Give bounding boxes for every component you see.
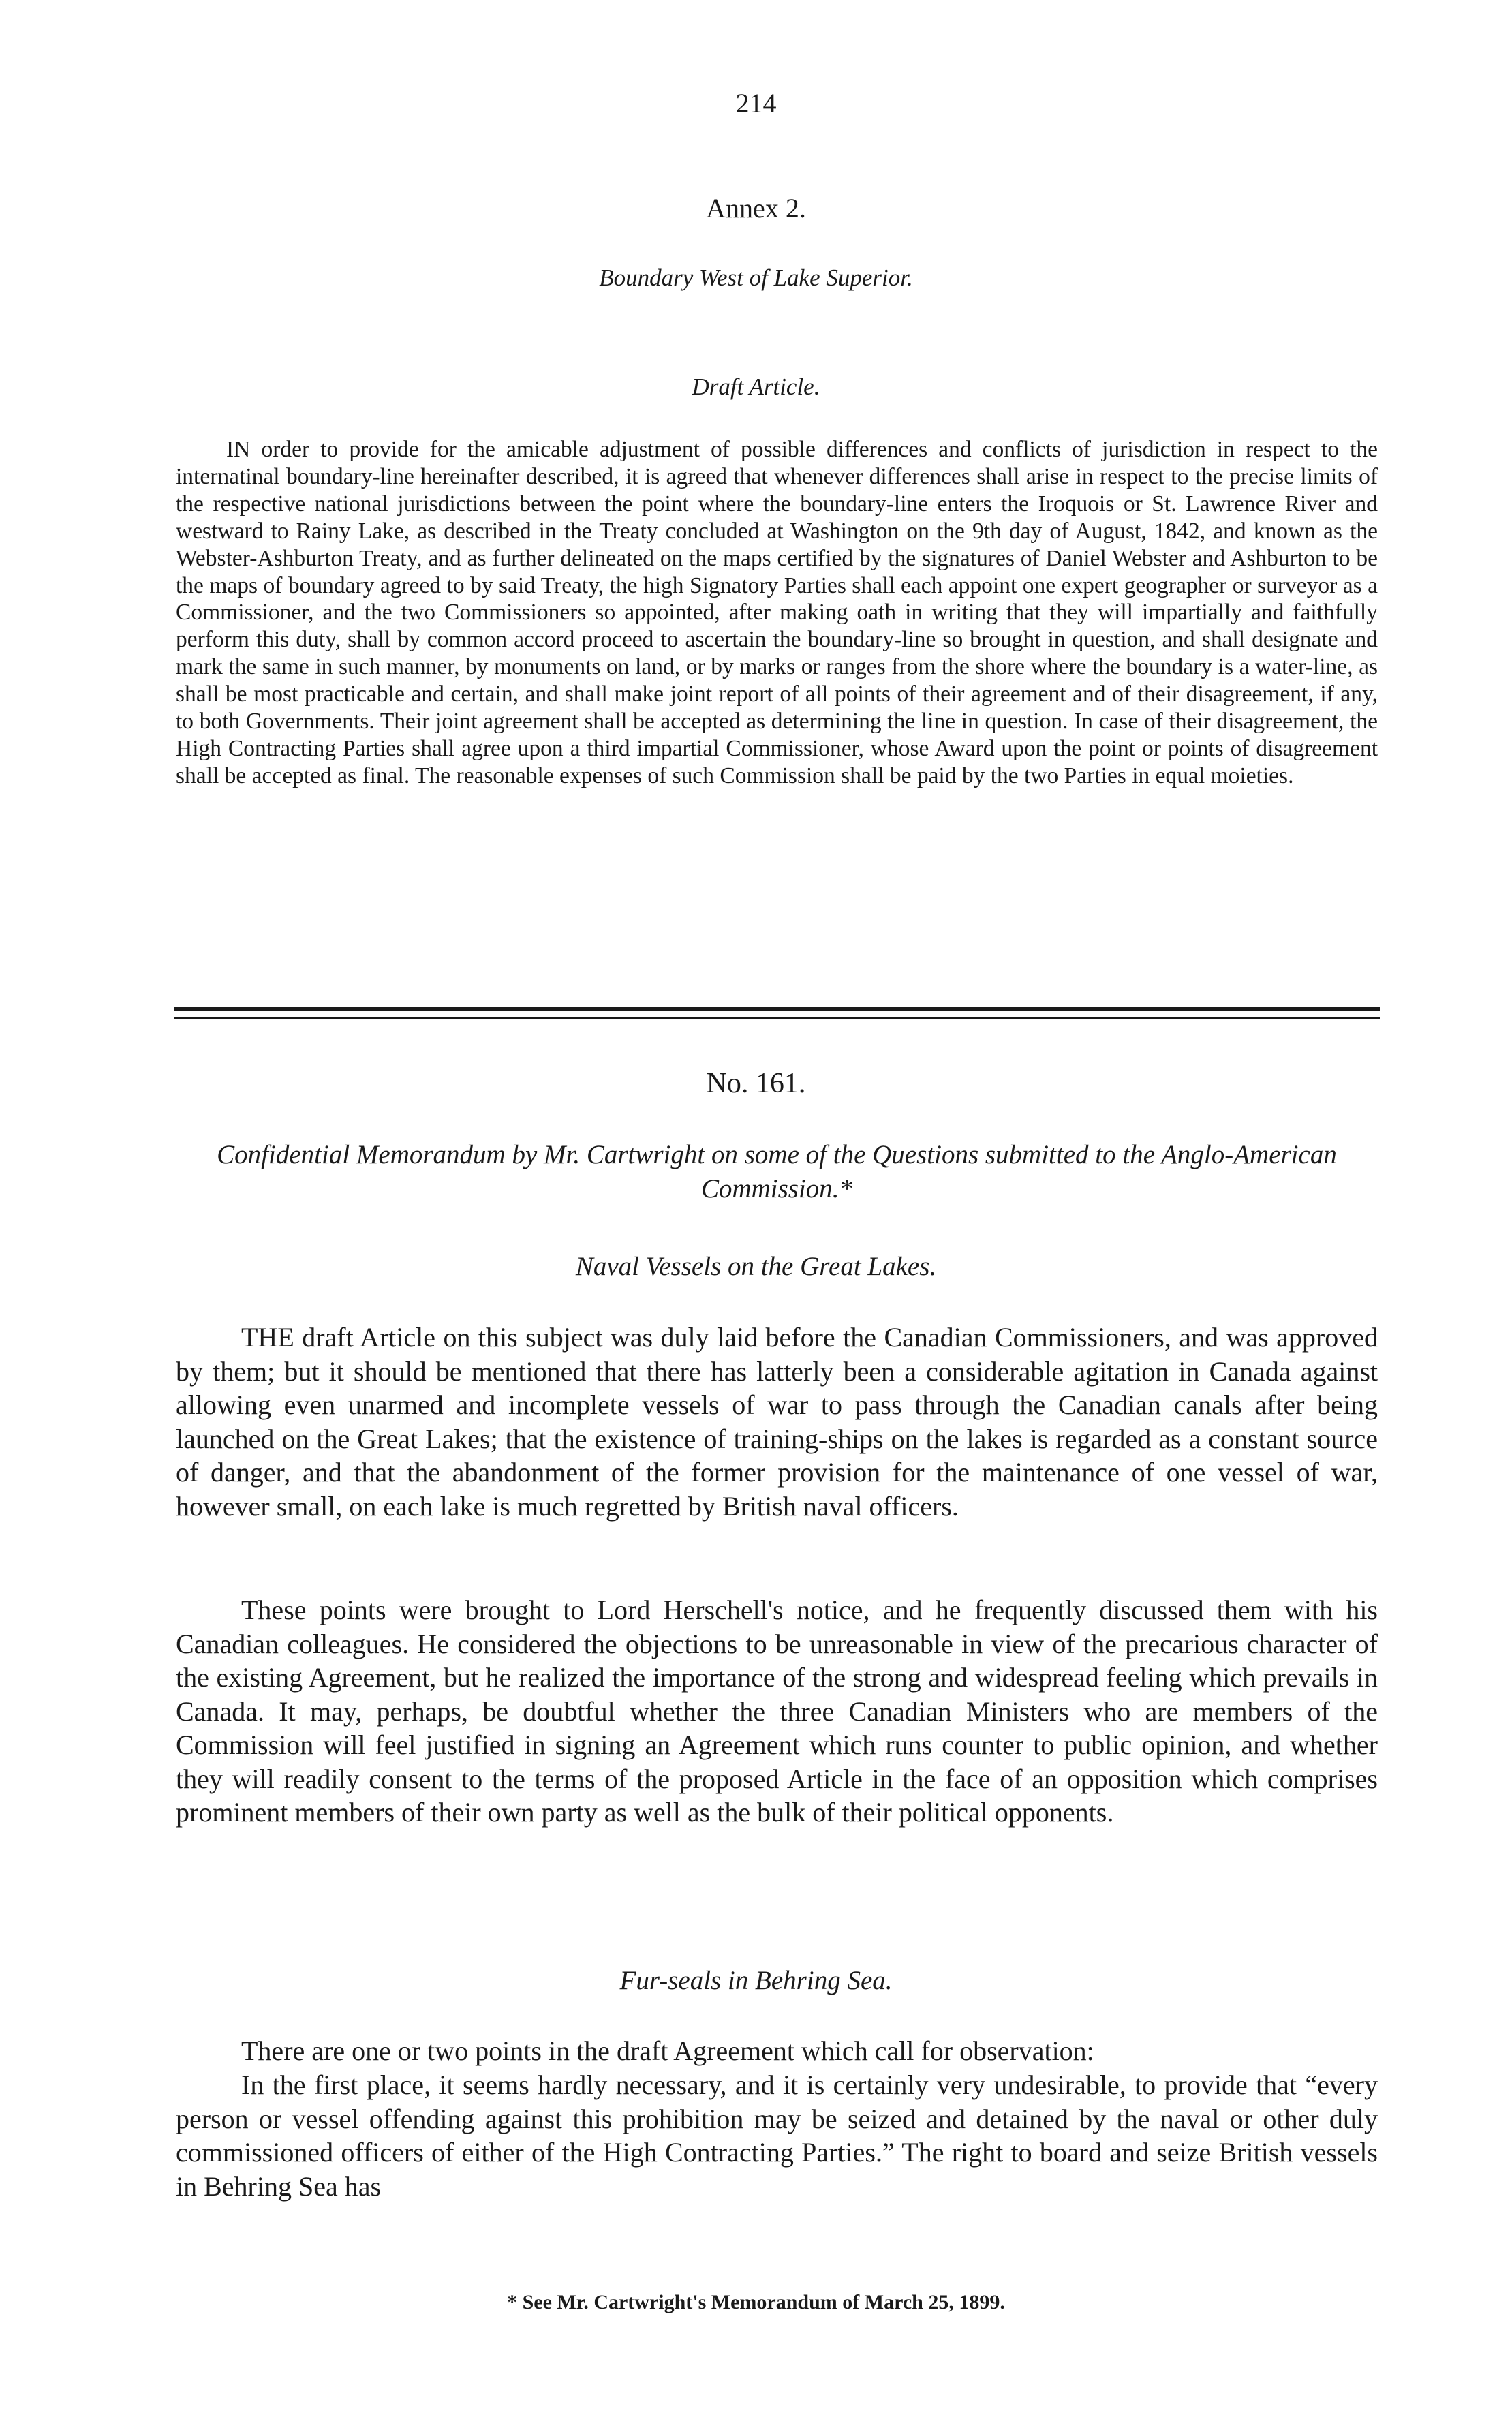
annex-title: Annex 2. [706, 193, 806, 224]
naval-vessels-paragraph-2: These points were brought to Lord Herschell's notice, and he frequently discussed them with his Canadian colleagues. He considered the objections to be unreasonable in view of the precarious character of the existing Agreement, but he realized the importance of the strong and widespread feeling which prevails in Canada. It may, perhaps, be doubtful whether the three Canadian Ministers who are members of the Commission will feel justified in signing an Agreement which runs counter to public opinion, and whether they will readily consent to the terms of the proposed Article in the face of an opposition which comprises prominent members of their own party as well as the bulk of their political opponents. [176, 1595, 1378, 1828]
fur-seals-paragraph-2: In the first place, it seems hardly necessary, and it is certainly very undesirable, to provide that “every person or vessel offending against this prohibition may be seized and detained by the naval or other duly commissioned officers of either of the High Contracting Parties.” The right to board and seize British vessels in Behring Sea has [176, 2069, 1378, 2202]
draft-article-heading: Draft Article. [692, 373, 820, 400]
page-number: 214 [735, 88, 777, 119]
annex-subtitle: Boundary West of Lake Superior. [599, 264, 913, 291]
draft-article-paragraph: IN order to provide for the amicable adjustment of possible differences and conflicts of jurisdiction in respect to the internatinal boundary-line hereinafter described, it is agreed that whenever differences shall arise in respect to the precise limits of the respective national jurisdictions between the point where the boundary-line enters the Iroquois or St. Lawrence River and westward to Rainy Lake, as described in the Treaty concluded at Washington on the 9th day of August, 1842, and known as the Webster-Ashburton Treaty, and as further delineated on the maps certified by the signatures of Daniel Webster and Ashburton to be the maps of boundary agreed to by said Treaty, the high Signatory Parties shall each appoint one expert geographer or surveyor as a Commissioner, and the two Commissioners so appointed, after making oath in writing that they will impartially and faithfully perform this duty, shall by common accord proceed to ascertain the boundary-line so brought in question, and shall designate and mark the same in such manner, by monuments on land, or by marks or ranges from the shore where the boundary is a water-line, as shall be most practicable and certain, and shall make joint report of all points of their agreement and of their disagreement, if any, to both Governments. Their joint agreement shall be accepted as determining the line in question. In case of their disagreement, the High Contracting Parties shall agree upon a third impartial Commissioner, whose Award upon the point or points of disagreement shall be accepted as final. The reasonable expenses of such Commission shall be paid by the two Parties in equal moieties. [176, 437, 1378, 788]
naval-vessels-paragraph-1: THE draft Article on this subject was duly laid before the Canadian Commissioners, and was approved by them; but it should be mentioned that there has latterly been a considerable agitation in Canada against allowing even unarmed and incomplete vessels of war to pass through the Canadian canals after being launched on the Great Lakes; that the existence of training-ships on the lakes is regarded as a constant source of danger, and that the abandonment of the former provision for the maintenance of one vessel of war, however small, on each lake is much regretted by British naval officers. [176, 1322, 1378, 1522]
section-heading-fur-seals: Fur-seals in Behring Sea. [619, 1966, 893, 1995]
section-divider-thick [174, 1007, 1380, 1011]
fur-seals-paragraph-1: There are one or two points in the draft Agreement which call for observation: [241, 2035, 1094, 2066]
document-number: No. 161. [706, 1068, 806, 1099]
footnote: * See Mr. Cartwright's Memorandum of March 25, 1899. [507, 2291, 1005, 2313]
memorandum-title: Confidential Memorandum by Mr. Cartwright on some of the Questions submitted to the Anglo-American Commission.* [217, 1140, 1337, 1203]
section-heading-naval-vessels: Naval Vessels on the Great Lakes. [575, 1252, 937, 1281]
section-divider-thin [174, 1017, 1380, 1019]
